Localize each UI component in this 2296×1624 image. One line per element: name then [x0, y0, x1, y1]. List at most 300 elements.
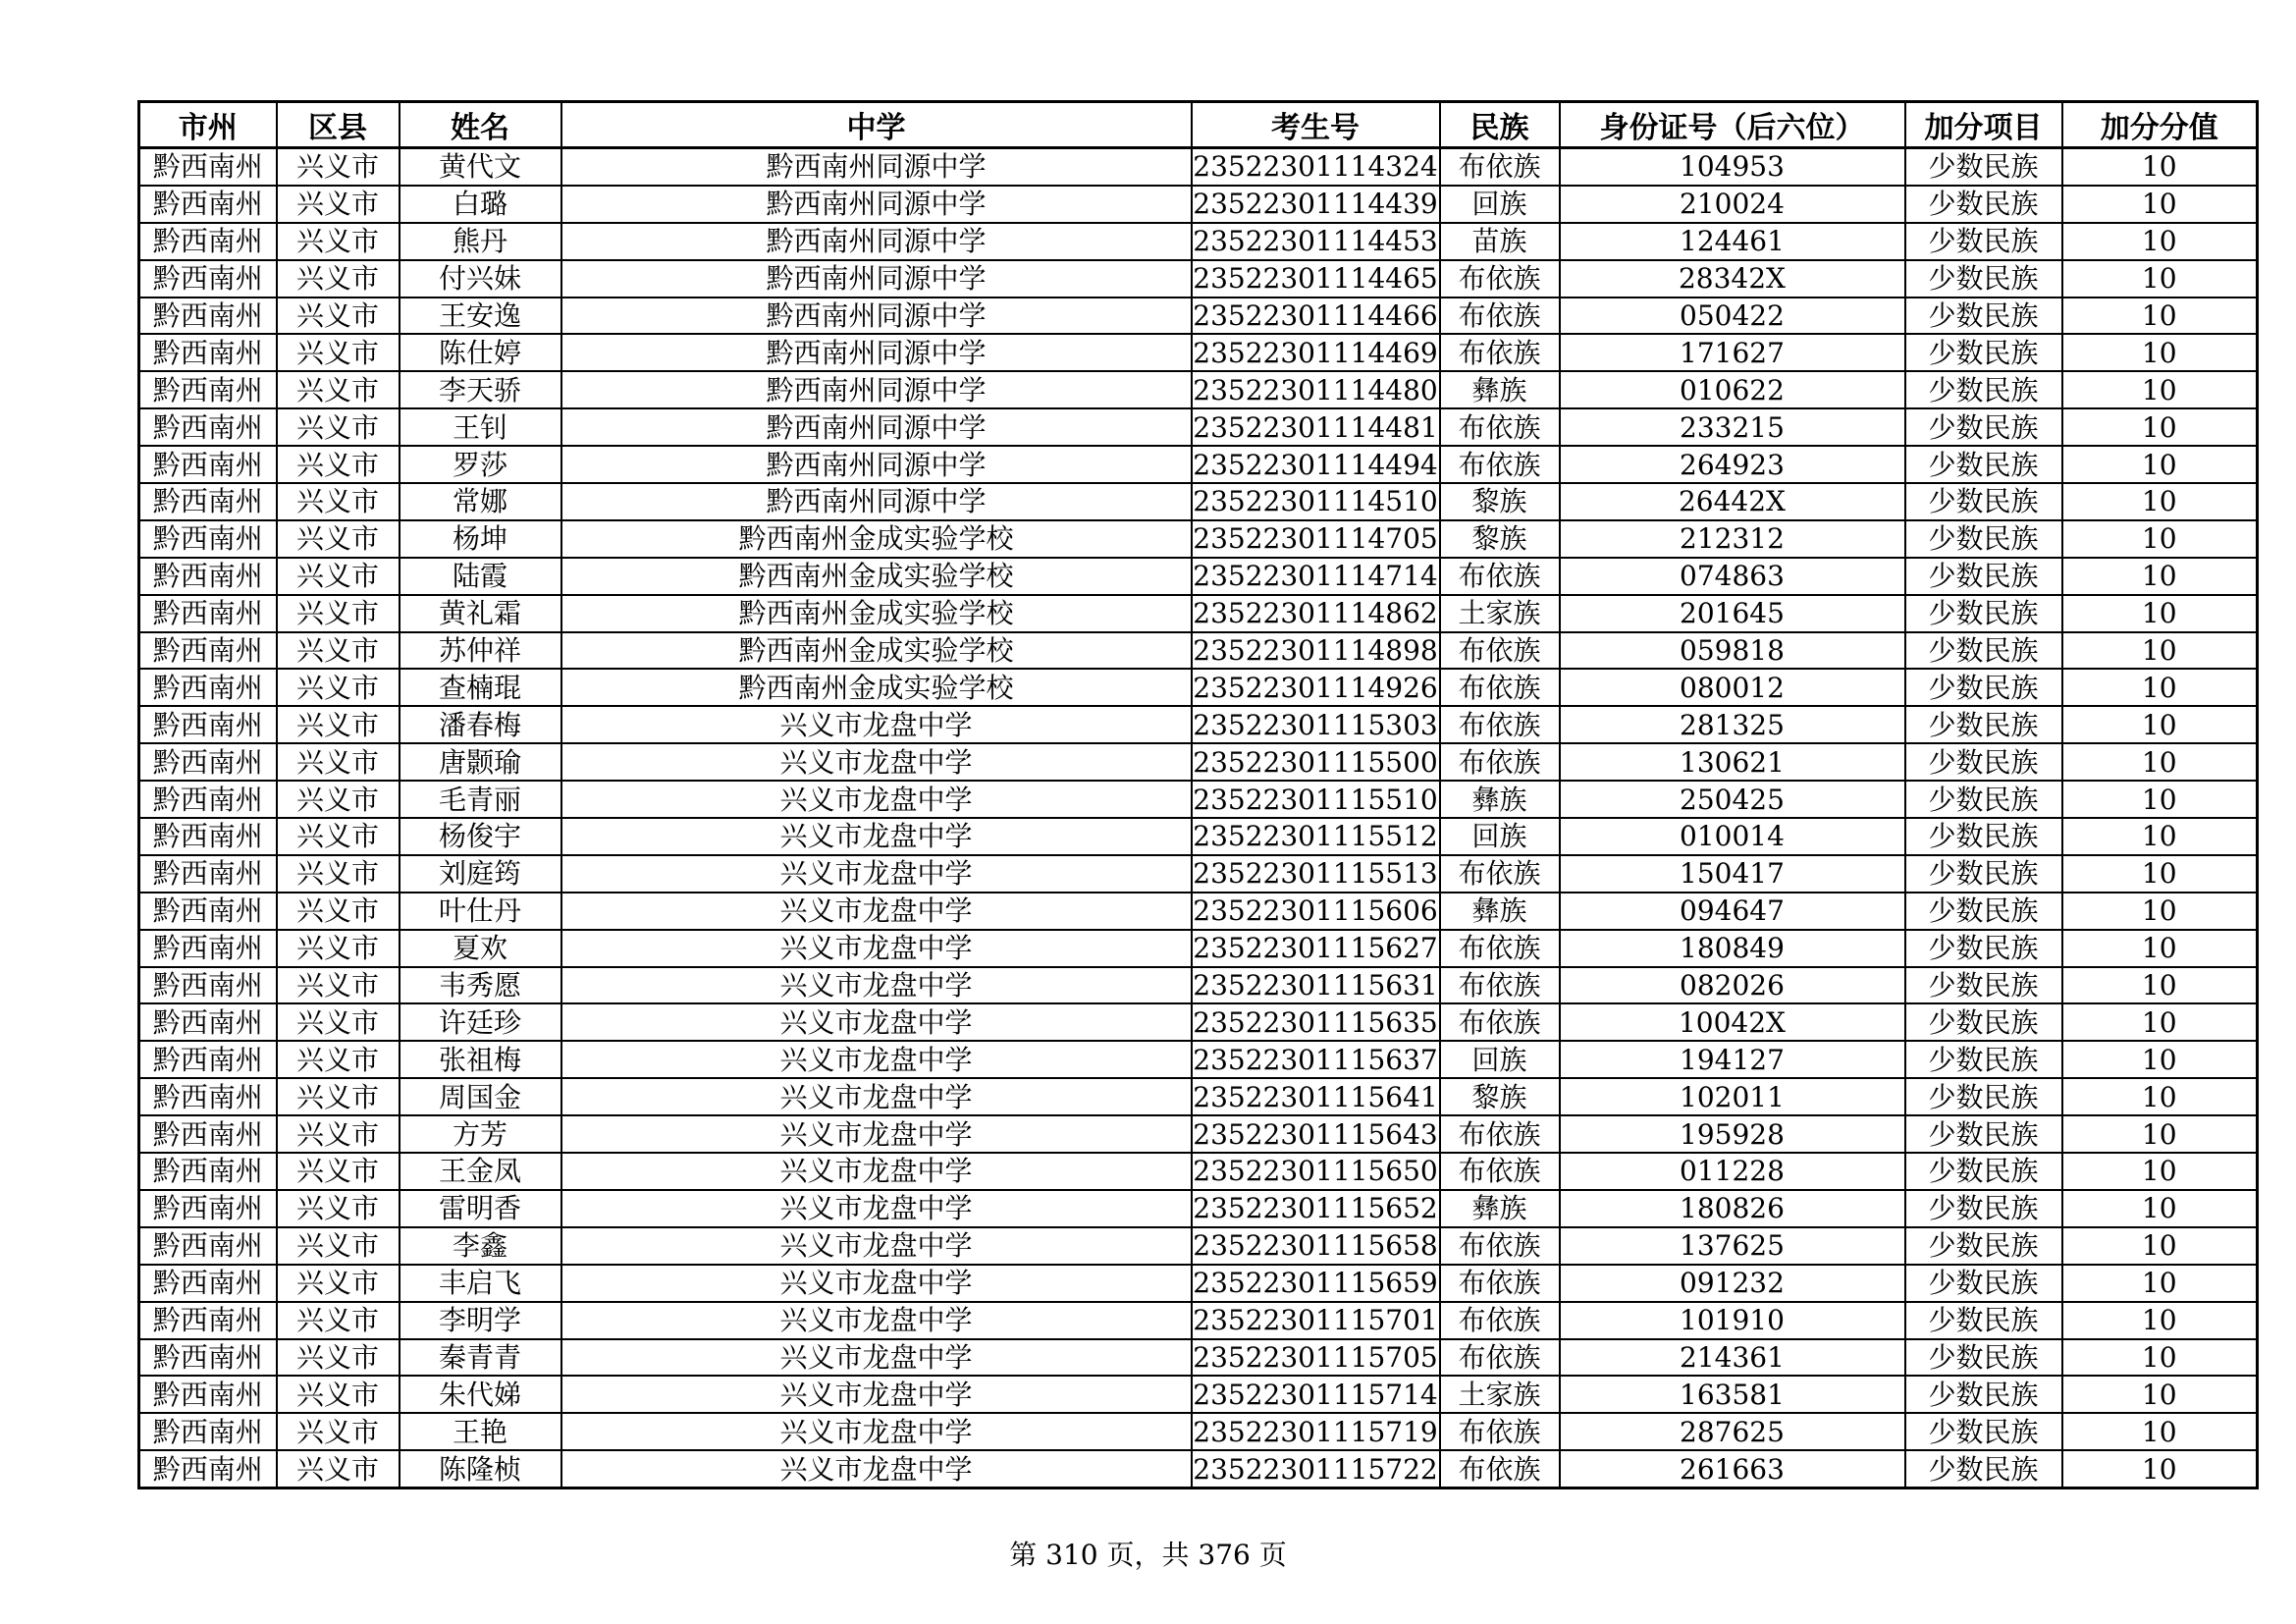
school-cell: 兴义市龙盘中学: [561, 1413, 1192, 1450]
name-cell: 王金凤: [400, 1153, 561, 1190]
city-cell: 黔西南州: [139, 1190, 277, 1227]
bonus-points-cell: 10: [2062, 1115, 2258, 1153]
city-cell: 黔西南州: [139, 446, 277, 483]
id-last-six-cell: 261663: [1560, 1450, 1905, 1488]
table-row: [139, 408, 2258, 446]
name-cell: 杨坤: [400, 520, 561, 558]
ethnicity-cell: 彝族: [1440, 781, 1560, 818]
school-cell: 兴义市龙盘中学: [561, 1003, 1192, 1041]
school-cell: 黔西南州同源中学: [561, 334, 1192, 371]
id-last-six-cell: 171627: [1560, 334, 1905, 371]
table-row: [139, 520, 2258, 558]
county-cell: 兴义市: [277, 371, 400, 408]
ethnicity-cell: 布依族: [1440, 1227, 1560, 1265]
school-cell: 兴义市龙盘中学: [561, 1302, 1192, 1339]
id-last-six-cell: 264923: [1560, 446, 1905, 483]
school-cell: 兴义市龙盘中学: [561, 855, 1192, 893]
name-cell: 陈仕婷: [400, 334, 561, 371]
table-body: [139, 148, 2258, 1489]
table-row: [139, 223, 2258, 260]
bonus-points-cell: 10: [2062, 1227, 2258, 1265]
exam-number-cell: 23522301114466: [1192, 298, 1440, 335]
header-city: 市州: [139, 102, 277, 148]
ethnicity-cell: 布依族: [1440, 1115, 1560, 1153]
city-cell: 黔西南州: [139, 1115, 277, 1153]
bonus-item-cell: 少数民族: [1905, 743, 2062, 781]
id-last-six-cell: 214361: [1560, 1339, 1905, 1377]
id-last-six-cell: 28342X: [1560, 260, 1905, 298]
table-row: [139, 1413, 2258, 1450]
header-ethnicity: 民族: [1440, 102, 1560, 148]
id-last-six-cell: 195928: [1560, 1115, 1905, 1153]
bonus-item-cell: 少数民族: [1905, 967, 2062, 1004]
bonus-item-cell: 少数民族: [1905, 1339, 2062, 1377]
ethnicity-cell: 苗族: [1440, 223, 1560, 260]
table-row: [139, 781, 2258, 818]
county-cell: 兴义市: [277, 706, 400, 743]
name-cell: 方芳: [400, 1115, 561, 1153]
ethnicity-cell: 布依族: [1440, 743, 1560, 781]
header-exam-number: 考生号: [1192, 102, 1440, 148]
exam-number-cell: 23522301114926: [1192, 669, 1440, 706]
city-cell: 黔西南州: [139, 1339, 277, 1377]
name-cell: 叶仕丹: [400, 893, 561, 930]
bonus-points-cell: 10: [2062, 520, 2258, 558]
id-last-six-cell: 137625: [1560, 1227, 1905, 1265]
ethnicity-cell: 布依族: [1440, 1003, 1560, 1041]
table-row: [139, 1041, 2258, 1078]
bonus-item-cell: 少数民族: [1905, 1265, 2062, 1302]
table-row: [139, 558, 2258, 595]
county-cell: 兴义市: [277, 781, 400, 818]
bonus-item-cell: 少数民族: [1905, 223, 2062, 260]
county-cell: 兴义市: [277, 1041, 400, 1078]
bonus-points-cell: 10: [2062, 408, 2258, 446]
exam-number-cell: 23522301114714: [1192, 558, 1440, 595]
header-bonus-item: 加分项目: [1905, 102, 2062, 148]
page-number: 第 310 页，共 376 页: [1009, 1539, 1287, 1571]
name-cell: 陆霞: [400, 558, 561, 595]
header-bonus-points: 加分分值: [2062, 102, 2258, 148]
city-cell: 黔西南州: [139, 334, 277, 371]
ethnicity-cell: 黎族: [1440, 1078, 1560, 1115]
county-cell: 兴义市: [277, 408, 400, 446]
id-last-six-cell: 080012: [1560, 669, 1905, 706]
county-cell: 兴义市: [277, 967, 400, 1004]
ethnicity-cell: 土家族: [1440, 1376, 1560, 1413]
name-cell: 张祖梅: [400, 1041, 561, 1078]
exam-number-cell: 23522301115631: [1192, 967, 1440, 1004]
bonus-points-cell: 10: [2062, 1302, 2258, 1339]
city-cell: 黔西南州: [139, 781, 277, 818]
table-row: [139, 632, 2258, 670]
name-cell: 王安逸: [400, 298, 561, 335]
county-cell: 兴义市: [277, 595, 400, 632]
city-cell: 黔西南州: [139, 223, 277, 260]
county-cell: 兴义市: [277, 1265, 400, 1302]
exam-number-cell: 23522301114898: [1192, 632, 1440, 670]
bonus-points-cell: 10: [2062, 930, 2258, 967]
county-cell: 兴义市: [277, 334, 400, 371]
county-cell: 兴义市: [277, 148, 400, 186]
id-last-six-cell: 180826: [1560, 1190, 1905, 1227]
exam-number-cell: 23522301115606: [1192, 893, 1440, 930]
bonus-points-cell: 10: [2062, 706, 2258, 743]
bonus-item-cell: 少数民族: [1905, 483, 2062, 520]
table-row: [139, 371, 2258, 408]
school-cell: 黔西南州同源中学: [561, 371, 1192, 408]
bonus-points-cell: 10: [2062, 1450, 2258, 1488]
ethnicity-cell: 布依族: [1440, 1450, 1560, 1488]
header-name: 姓名: [400, 102, 561, 148]
id-last-six-cell: 201645: [1560, 595, 1905, 632]
city-cell: 黔西南州: [139, 1227, 277, 1265]
school-cell: 黔西南州金成实验学校: [561, 669, 1192, 706]
school-cell: 兴义市龙盘中学: [561, 1227, 1192, 1265]
ethnicity-cell: 布依族: [1440, 1339, 1560, 1377]
ethnicity-cell: 布依族: [1440, 930, 1560, 967]
city-cell: 黔西南州: [139, 1413, 277, 1450]
bonus-item-cell: 少数民族: [1905, 371, 2062, 408]
bonus-points-cell: 10: [2062, 371, 2258, 408]
exam-number-cell: 23522301115627: [1192, 930, 1440, 967]
ethnicity-cell: 黎族: [1440, 520, 1560, 558]
school-cell: 黔西南州同源中学: [561, 223, 1192, 260]
exam-number-cell: 23522301115650: [1192, 1153, 1440, 1190]
school-cell: 黔西南州金成实验学校: [561, 558, 1192, 595]
city-cell: 黔西南州: [139, 408, 277, 446]
city-cell: 黔西南州: [139, 1450, 277, 1488]
city-cell: 黔西南州: [139, 967, 277, 1004]
exam-number-cell: 23522301115513: [1192, 855, 1440, 893]
bonus-points-cell: 10: [2062, 223, 2258, 260]
header-id-last-six: 身份证号（后六位）: [1560, 102, 1905, 148]
id-last-six-cell: 011228: [1560, 1153, 1905, 1190]
county-cell: 兴义市: [277, 1115, 400, 1153]
name-cell: 雷明香: [400, 1190, 561, 1227]
bonus-item-cell: 少数民族: [1905, 669, 2062, 706]
name-cell: 唐颢瑜: [400, 743, 561, 781]
school-cell: 黔西南州金成实验学校: [561, 632, 1192, 670]
city-cell: 黔西南州: [139, 595, 277, 632]
table-row: [139, 148, 2258, 186]
ethnicity-cell: 布依族: [1440, 148, 1560, 186]
id-last-six-cell: 010622: [1560, 371, 1905, 408]
county-cell: 兴义市: [277, 1376, 400, 1413]
county-cell: 兴义市: [277, 1339, 400, 1377]
bonus-item-cell: 少数民族: [1905, 1450, 2062, 1488]
ethnicity-cell: 布依族: [1440, 967, 1560, 1004]
city-cell: 黔西南州: [139, 186, 277, 223]
header-county: 区县: [277, 102, 400, 148]
name-cell: 陈隆桢: [400, 1450, 561, 1488]
exam-number-cell: 23522301115658: [1192, 1227, 1440, 1265]
county-cell: 兴义市: [277, 893, 400, 930]
ethnicity-cell: 回族: [1440, 186, 1560, 223]
table-row: [139, 1190, 2258, 1227]
school-cell: 兴义市龙盘中学: [561, 781, 1192, 818]
name-cell: 白璐: [400, 186, 561, 223]
ethnicity-cell: 布依族: [1440, 1153, 1560, 1190]
school-cell: 黔西南州同源中学: [561, 148, 1192, 186]
school-cell: 黔西南州金成实验学校: [561, 595, 1192, 632]
id-last-six-cell: 094647: [1560, 893, 1905, 930]
table-row: [139, 893, 2258, 930]
ethnicity-cell: 彝族: [1440, 1190, 1560, 1227]
school-cell: 兴义市龙盘中学: [561, 743, 1192, 781]
county-cell: 兴义市: [277, 1302, 400, 1339]
county-cell: 兴义市: [277, 446, 400, 483]
bonus-item-cell: 少数民族: [1905, 632, 2062, 670]
name-cell: 韦秀愿: [400, 967, 561, 1004]
exam-number-cell: 23522301114324: [1192, 148, 1440, 186]
bonus-item-cell: 少数民族: [1905, 781, 2062, 818]
id-last-six-cell: 281325: [1560, 706, 1905, 743]
table-row: [139, 855, 2258, 893]
exam-number-cell: 23522301115722: [1192, 1450, 1440, 1488]
exam-number-cell: 23522301115635: [1192, 1003, 1440, 1041]
table-row: [139, 483, 2258, 520]
school-cell: 兴义市龙盘中学: [561, 967, 1192, 1004]
county-cell: 兴义市: [277, 818, 400, 855]
exam-number-cell: 23522301114510: [1192, 483, 1440, 520]
bonus-item-cell: 少数民族: [1905, 260, 2062, 298]
name-cell: 苏仲祥: [400, 632, 561, 670]
ethnicity-cell: 回族: [1440, 1041, 1560, 1078]
ethnicity-cell: 彝族: [1440, 893, 1560, 930]
county-cell: 兴义市: [277, 632, 400, 670]
ethnicity-cell: 布依族: [1440, 706, 1560, 743]
school-cell: 兴义市龙盘中学: [561, 1339, 1192, 1377]
table-row: [139, 967, 2258, 1004]
school-cell: 兴义市龙盘中学: [561, 1376, 1192, 1413]
score-bonus-table: [137, 100, 2259, 1489]
bonus-item-cell: 少数民族: [1905, 893, 2062, 930]
city-cell: 黔西南州: [139, 669, 277, 706]
name-cell: 毛青丽: [400, 781, 561, 818]
table-row: [139, 1078, 2258, 1115]
bonus-points-cell: 10: [2062, 1339, 2258, 1377]
school-cell: 黔西南州同源中学: [561, 186, 1192, 223]
school-cell: 兴义市龙盘中学: [561, 1153, 1192, 1190]
school-cell: 兴义市龙盘中学: [561, 818, 1192, 855]
school-cell: 黔西南州同源中学: [561, 298, 1192, 335]
exam-number-cell: 23522301114465: [1192, 260, 1440, 298]
bonus-points-cell: 10: [2062, 1041, 2258, 1078]
county-cell: 兴义市: [277, 520, 400, 558]
exam-number-cell: 23522301115641: [1192, 1078, 1440, 1115]
ethnicity-cell: 彝族: [1440, 371, 1560, 408]
bonus-item-cell: 少数民族: [1905, 706, 2062, 743]
bonus-points-cell: 10: [2062, 1413, 2258, 1450]
id-last-six-cell: 010014: [1560, 818, 1905, 855]
exam-number-cell: 23522301115643: [1192, 1115, 1440, 1153]
bonus-item-cell: 少数民族: [1905, 334, 2062, 371]
id-last-six-cell: 130621: [1560, 743, 1905, 781]
id-last-six-cell: 059818: [1560, 632, 1905, 670]
bonus-points-cell: 10: [2062, 148, 2258, 186]
bonus-points-cell: 10: [2062, 1190, 2258, 1227]
school-cell: 兴义市龙盘中学: [561, 1265, 1192, 1302]
city-cell: 黔西南州: [139, 1003, 277, 1041]
bonus-item-cell: 少数民族: [1905, 186, 2062, 223]
bonus-points-cell: 10: [2062, 260, 2258, 298]
school-cell: 黔西南州同源中学: [561, 408, 1192, 446]
city-cell: 黔西南州: [139, 371, 277, 408]
school-cell: 黔西南州同源中学: [561, 483, 1192, 520]
county-cell: 兴义市: [277, 1227, 400, 1265]
ethnicity-cell: 布依族: [1440, 334, 1560, 371]
id-last-six-cell: 082026: [1560, 967, 1905, 1004]
bonus-item-cell: 少数民族: [1905, 298, 2062, 335]
city-cell: 黔西南州: [139, 520, 277, 558]
id-last-six-cell: 26442X: [1560, 483, 1905, 520]
id-last-six-cell: 250425: [1560, 781, 1905, 818]
id-last-six-cell: 102011: [1560, 1078, 1905, 1115]
city-cell: 黔西南州: [139, 483, 277, 520]
id-last-six-cell: 163581: [1560, 1376, 1905, 1413]
exam-number-cell: 23522301115652: [1192, 1190, 1440, 1227]
bonus-item-cell: 少数民族: [1905, 408, 2062, 446]
exam-number-cell: 23522301115701: [1192, 1302, 1440, 1339]
bonus-points-cell: 10: [2062, 595, 2258, 632]
bonus-item-cell: 少数民族: [1905, 855, 2062, 893]
bonus-item-cell: 少数民族: [1905, 1003, 2062, 1041]
county-cell: 兴义市: [277, 1450, 400, 1488]
county-cell: 兴义市: [277, 260, 400, 298]
bonus-points-cell: 10: [2062, 818, 2258, 855]
bonus-points-cell: 10: [2062, 632, 2258, 670]
table-row: [139, 1115, 2258, 1153]
county-cell: 兴义市: [277, 298, 400, 335]
exam-number-cell: 23522301115303: [1192, 706, 1440, 743]
table-row: [139, 334, 2258, 371]
bonus-points-cell: 10: [2062, 743, 2258, 781]
exam-number-cell: 23522301114453: [1192, 223, 1440, 260]
exam-number-cell: 23522301115500: [1192, 743, 1440, 781]
city-cell: 黔西南州: [139, 1153, 277, 1190]
county-cell: 兴义市: [277, 1003, 400, 1041]
city-cell: 黔西南州: [139, 893, 277, 930]
city-cell: 黔西南州: [139, 148, 277, 186]
table-row: [139, 1003, 2258, 1041]
id-last-six-cell: 050422: [1560, 298, 1905, 335]
bonus-item-cell: 少数民族: [1905, 558, 2062, 595]
bonus-points-cell: 10: [2062, 781, 2258, 818]
ethnicity-cell: 布依族: [1440, 632, 1560, 670]
bonus-points-cell: 10: [2062, 1153, 2258, 1190]
bonus-item-cell: 少数民族: [1905, 930, 2062, 967]
id-last-six-cell: 10042X: [1560, 1003, 1905, 1041]
id-last-six-cell: 210024: [1560, 186, 1905, 223]
exam-number-cell: 23522301114705: [1192, 520, 1440, 558]
table-row: [139, 1450, 2258, 1488]
name-cell: 李鑫: [400, 1227, 561, 1265]
bonus-points-cell: 10: [2062, 334, 2258, 371]
bonus-points-cell: 10: [2062, 967, 2258, 1004]
county-cell: 兴义市: [277, 855, 400, 893]
bonus-points-cell: 10: [2062, 1265, 2258, 1302]
exam-number-cell: 23522301115659: [1192, 1265, 1440, 1302]
name-cell: 王钊: [400, 408, 561, 446]
exam-number-cell: 23522301115714: [1192, 1376, 1440, 1413]
id-last-six-cell: 233215: [1560, 408, 1905, 446]
name-cell: 付兴妹: [400, 260, 561, 298]
table-header-row: [139, 102, 2258, 148]
city-cell: 黔西南州: [139, 1041, 277, 1078]
name-cell: 丰启飞: [400, 1265, 561, 1302]
table-row: [139, 818, 2258, 855]
bonus-item-cell: 少数民族: [1905, 1078, 2062, 1115]
ethnicity-cell: 布依族: [1440, 298, 1560, 335]
ethnicity-cell: 布依族: [1440, 446, 1560, 483]
bonus-points-cell: 10: [2062, 298, 2258, 335]
school-cell: 兴义市龙盘中学: [561, 1078, 1192, 1115]
bonus-points-cell: 10: [2062, 446, 2258, 483]
school-cell: 兴义市龙盘中学: [561, 1450, 1192, 1488]
ethnicity-cell: 布依族: [1440, 408, 1560, 446]
table-row: [139, 1153, 2258, 1190]
table-row: [139, 298, 2258, 335]
county-cell: 兴义市: [277, 669, 400, 706]
name-cell: 秦青青: [400, 1339, 561, 1377]
name-cell: 黄代文: [400, 148, 561, 186]
school-cell: 兴义市龙盘中学: [561, 930, 1192, 967]
table-row: [139, 1265, 2258, 1302]
school-cell: 兴义市龙盘中学: [561, 1190, 1192, 1227]
name-cell: 查楠琨: [400, 669, 561, 706]
name-cell: 熊丹: [400, 223, 561, 260]
table-row: [139, 595, 2258, 632]
bonus-item-cell: 少数民族: [1905, 1227, 2062, 1265]
id-last-six-cell: 074863: [1560, 558, 1905, 595]
name-cell: 常娜: [400, 483, 561, 520]
ethnicity-cell: 布依族: [1440, 558, 1560, 595]
table-row: [139, 1227, 2258, 1265]
ethnicity-cell: 土家族: [1440, 595, 1560, 632]
exam-number-cell: 23522301114469: [1192, 334, 1440, 371]
id-last-six-cell: 104953: [1560, 148, 1905, 186]
id-last-six-cell: 101910: [1560, 1302, 1905, 1339]
county-cell: 兴义市: [277, 1190, 400, 1227]
school-cell: 兴义市龙盘中学: [561, 1115, 1192, 1153]
exam-number-cell: 23522301115719: [1192, 1413, 1440, 1450]
city-cell: 黔西南州: [139, 558, 277, 595]
city-cell: 黔西南州: [139, 632, 277, 670]
name-cell: 黄礼霜: [400, 595, 561, 632]
table-row: [139, 260, 2258, 298]
city-cell: 黔西南州: [139, 818, 277, 855]
id-last-six-cell: 124461: [1560, 223, 1905, 260]
ethnicity-cell: 布依族: [1440, 1265, 1560, 1302]
bonus-points-cell: 10: [2062, 669, 2258, 706]
bonus-points-cell: 10: [2062, 483, 2258, 520]
school-cell: 兴义市龙盘中学: [561, 706, 1192, 743]
exam-number-cell: 23522301115705: [1192, 1339, 1440, 1377]
bonus-points-cell: 10: [2062, 1376, 2258, 1413]
id-last-six-cell: 180849: [1560, 930, 1905, 967]
ethnicity-cell: 布依族: [1440, 1413, 1560, 1450]
bonus-item-cell: 少数民族: [1905, 1376, 2062, 1413]
table-row: [139, 186, 2258, 223]
table-row: [139, 1302, 2258, 1339]
city-cell: 黔西南州: [139, 298, 277, 335]
county-cell: 兴义市: [277, 186, 400, 223]
city-cell: 黔西南州: [139, 1376, 277, 1413]
table-row: [139, 669, 2258, 706]
exam-number-cell: 23522301115512: [1192, 818, 1440, 855]
bonus-item-cell: 少数民族: [1905, 1413, 2062, 1450]
